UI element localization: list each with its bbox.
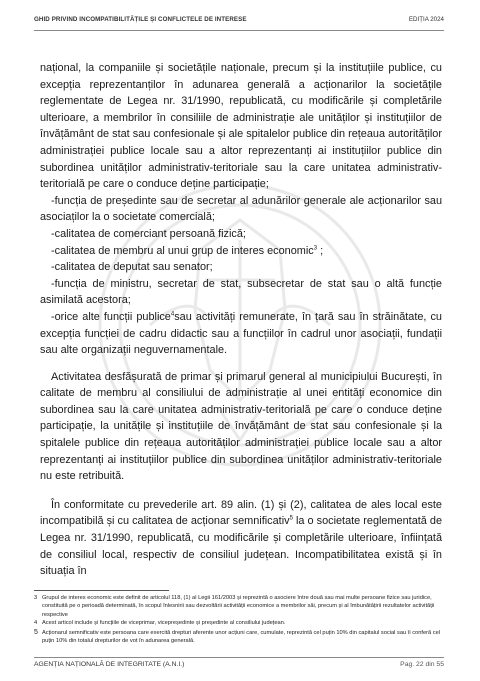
footnote-4 — [34, 619, 444, 627]
footnotes — [34, 594, 444, 646]
list-item-text: -calitatea de membru al unui grup de interes economic — [51, 244, 314, 257]
list-item: -funcția de ministru, secretar de stat, subsecretar de stat sau o altă funcție asimilată acestora; — [40, 277, 442, 307]
edition-label: EDIȚIA 2024 — [408, 16, 444, 23]
list-item — [40, 309, 442, 359]
footnote-number: 4 — [34, 619, 38, 626]
list-item-text: -orice alte funcții publice — [51, 310, 171, 323]
list-item-text-end: ; — [317, 244, 324, 257]
page-footer — [34, 657, 444, 672]
footnote-text: Acționarul semnificativ este persoana care exercită drepturi aferente unor acțiuni care, cumulate, reprezintă cel puțin 10% din capitalul social sau îi conferă cel puțin 10% din totalul drepturilor de vot în adunarea generală. — [42, 630, 441, 645]
paragraph: Activitatea desfășurată de primar și primarul general al municipiului București, în calitate de membru al consiliului de administrație al unei entități economice din subordinea sau la care unitatea administrativ-teritorială pe care o conduce deține participație, la unitățile și instituțiile de învățământ de stat sau confesionale și la spitalele publice din rețeaua autorităților administrației publice locale sau a altor reprezentanți ai instituțiilor publice din subordinea unităților administrativ-teritoriale nu este retribuită. — [40, 370, 442, 483]
list-item: -calitatea de comerciant persoană fizică; — [51, 227, 246, 240]
paragraph-text: În conformitate cu prevederile art. 89 alin. (1) și (2), calitatea de ales local este incompatibilă și cu calitatea de acționar semnificativ — [40, 498, 442, 528]
footnote-number: 3 — [34, 595, 38, 601]
footnote-3 — [34, 594, 444, 619]
footnote-text: Acest articol include și funcțiile de viceprimar, vicepreședinte și președinte al consiliului județean. — [42, 619, 286, 626]
page-header — [34, 14, 444, 31]
paragraph-text-end: la o societate reglementată de Legea nr. 31/1990, republicată, cu modificările și completările ulterioare, înființată de consiliul local, respectiv de consiliul județean. Incompatibilitatea există și în situația în — [40, 515, 442, 578]
footnote-ref-4[interactable]: 4 — [170, 311, 175, 318]
document-title: GHID PRIVIND INCOMPATIBILITĂȚILE ȘI CONFLICTELE DE INTERESE — [34, 16, 247, 23]
footnote-5 — [34, 629, 444, 646]
paragraph: național, la companiile și societățile naționale, precum și la instituțiile publice, cu excepția reprezentanților în adunarea generală a acționarilor la societățile reglementate de Legea nr. 31/1990, republicată, cu modificările și completările ulterioare, a membrilor în consiliile de administrație ale unităților și instituțiilor de învățământ de stat sau confesionale și ale spitalelor publice din rețeaua autorităților administrației publice locale sau a altor reprezentanți ai instituțiilor publice din subordinea unităților administrativ-teritoriale sau la care unitatea administrativ-teritorială pe care o conduce deține participație; — [40, 62, 442, 191]
list-item-text-end: sau activități remunerate, în țară sau în străinătate, cu excepția funcției de cadru didactic sau a funcțiilor în cadrul unor asociații, fundații sau alte organizații neguvernamentale. — [40, 310, 442, 357]
main-text — [40, 60, 442, 580]
list-item: -calitatea de deputat sau senator; — [51, 261, 213, 274]
agency-name: AGENȚIA NAȚIONALĂ DE INTEGRITATE (A.N.I.) — [34, 661, 185, 668]
list-item: -funcția de președinte sau de secretar al adunărilor generale ale acționarilor sau asociaților la o societate comercială; — [40, 194, 442, 224]
footnote-ref-5[interactable]: 5 — [289, 515, 293, 522]
footnote-ref-3[interactable]: 3 — [313, 244, 318, 251]
footnote-text: Grupul de interes economic este definit de articolul 118, (1) al Legii 161/2003 și reprezintă o asociere între două sau mai multe persoane fizice sau juridice, constituită pe o perioadă determinată, în scopul înlesnirii sau dezvoltării activității economice a membrilor săi, precum și al îmbunătățirii rezultatelor activității respective — [42, 595, 435, 618]
list-item — [40, 243, 442, 260]
footnote-number: 5 — [34, 629, 38, 637]
footnote-divider — [34, 590, 169, 591]
page-number: Pag. 22 din 55 — [400, 661, 444, 668]
paragraph — [40, 497, 442, 580]
